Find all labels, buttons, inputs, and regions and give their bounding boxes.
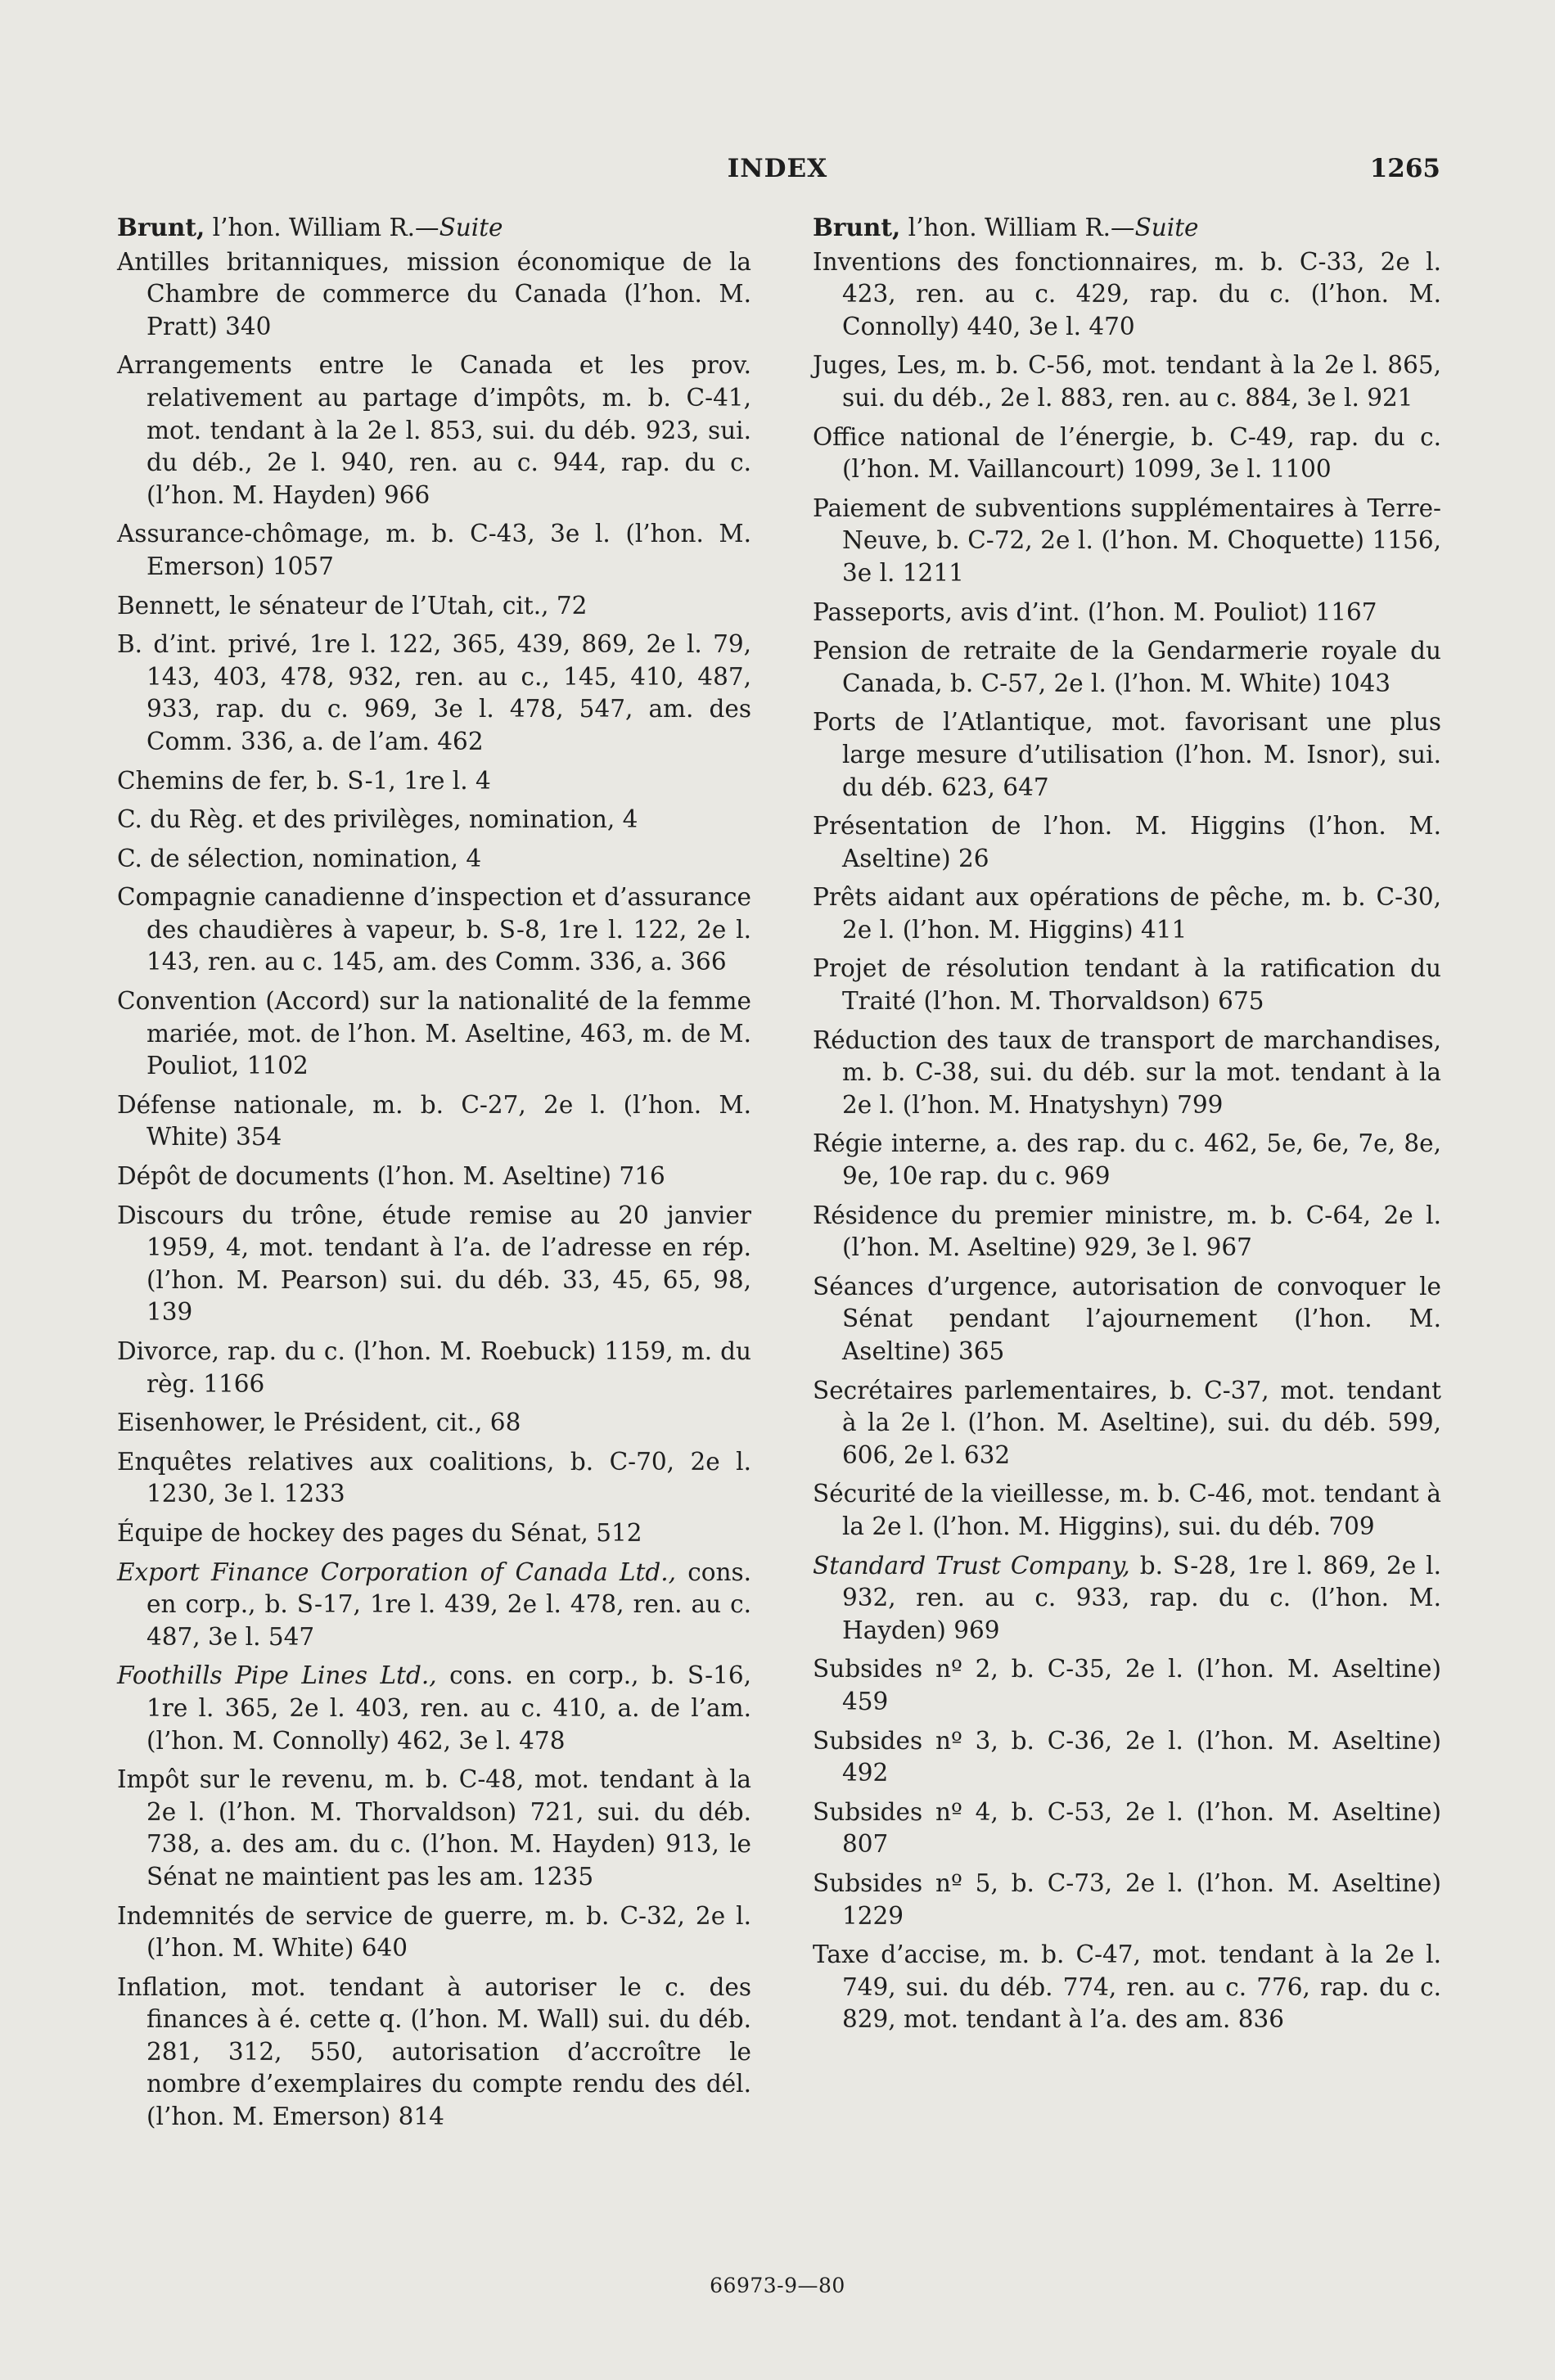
index-entry: [813, 1271, 1441, 1368]
index-entry: [813, 1200, 1441, 1264]
heading-name: Brunt,: [813, 213, 901, 241]
entry-text: Défense nationale, m. b. C-27, 2e l. (l’hon. M. White) 354: [117, 1090, 751, 1152]
heading-name: Brunt,: [117, 213, 205, 241]
index-entry: [117, 246, 751, 344]
index-entry: [117, 1764, 751, 1893]
entry-text: Divorce, rap. du c. (l’hon. M. Roebuck) 1159, m. du règ. 1166: [117, 1337, 751, 1398]
index-entry: [813, 493, 1441, 590]
entry-text: cons. en corp., b. S-16, 1re l. 365, 2e l. 403, ren. au c. 410, a. de l’am. (l’hon. M. Connolly) 462, 3e l. 478: [146, 1661, 751, 1755]
index-entry: [117, 1517, 751, 1550]
entry-text: Présentation de l’hon. M. Higgins (l’hon. M. Aseltine) 26: [813, 812, 1441, 872]
entry-text: Discours du trône, étude remise au 20 janvier 1959, 4, mot. tendant à l’a. de l’adresse en rép. (l’hon. M. Pearson) sui. du déb. 33, 45, 65, 98, 139: [117, 1201, 751, 1327]
page-title: INDEX: [727, 154, 828, 183]
entry-text: Subsides nº 3, b. C-36, 2e l. (l’hon. M. Aseltine) 492: [813, 1726, 1441, 1787]
entry-text: Assurance-chômage, m. b. C-43, 3e l. (l’hon. M. Emerson) 1057: [117, 520, 751, 580]
index-entry: [813, 881, 1441, 946]
index-entry: [813, 1025, 1441, 1122]
right-column-heading: [813, 211, 1441, 245]
index-entry: [813, 810, 1441, 875]
entry-text: Enquêtes relatives aux coalitions, b. C-70, 2e l. 1230, 3e l. 1233: [117, 1447, 751, 1508]
entry-text: Régie interne, a. des rap. du c. 462, 5e, 6e, 7e, 8e, 9e, 10e rap. du c. 969: [813, 1129, 1441, 1191]
entry-italic-title: Standard Trust Company,: [813, 1551, 1130, 1580]
index-entry: [813, 246, 1441, 344]
heading-suite: Suite: [439, 214, 503, 241]
index-entry: [117, 1407, 751, 1440]
entry-text: B. d’int. privé, 1re l. 122, 365, 439, 869, 2e l. 79, 143, 403, 478, 932, ren. au c., 145, 410, 487, 933, rap. du c. 969, 3e l. 478, 547, am. des Comm. 336, a. de l’am. 462: [117, 630, 751, 755]
entry-text: Taxe d’accise, m. b. C-47, mot. tendant à la 2e l. 749, sui. du déb. 774, ren. au c. 776, rap. du c. 829, mot. tendant à l’a. des am. 836: [813, 1941, 1441, 2034]
index-entry: [813, 1796, 1441, 1861]
index-entry: [117, 765, 751, 798]
entry-text: Passeports, avis d’int. (l’hon. M. Pouliot) 1167: [813, 597, 1377, 626]
entry-text: Antilles britanniques, mission économique de la Chambre de commerce du Canada (l’hon. M. Pratt) 340: [117, 247, 751, 340]
index-entry: [117, 1660, 751, 1757]
index-entry: [813, 1725, 1441, 1790]
heading-suite: Suite: [1134, 214, 1199, 241]
index-entry: [813, 597, 1441, 629]
index-entry: [117, 843, 751, 876]
entry-text: Impôt sur le revenu, m. b. C-48, mot. tendant à la 2e l. (l’hon. M. Thorvaldson) 721, sui. du déb. 738, a. des am. du c. (l’hon. M. Hayden) 913, le Sénat ne maintient pas les am. 1235: [117, 1765, 751, 1891]
entry-text: Compagnie canadienne d’inspection et d’assurance des chaudières à vapeur, b. S-8, 1re l. 122, 2e l. 143, ren. au c. 145, am. des Comm. 336, a. 366: [117, 883, 751, 976]
entry-text: Subsides nº 2, b. C-35, 2e l. (l’hon. M. Aseltine) 459: [813, 1655, 1441, 1715]
entry-text: Juges, Les, m. b. C-56, mot. tendant à la 2e l. 865, sui. du déb., 2e l. 883, ren. au c. 884, 3e l. 921: [813, 351, 1441, 412]
left-column-heading: [117, 211, 751, 245]
entry-text: cons. en corp., b. S-17, 1re l. 439, 2e l. 478, ren. au c. 487, 3e l. 547: [146, 1557, 751, 1651]
entry-text: Indemnités de service de guerre, m. b. C-32, 2e l. (l’hon. M. White) 640: [117, 1901, 751, 1963]
index-entry: [813, 349, 1441, 414]
entry-text: Pension de retraite de la Gendarmerie royale du Canada, b. C-57, 2e l. (l’hon. M. White) 1043: [813, 637, 1441, 697]
left-column: [117, 211, 751, 2140]
entry-text: Office national de l’énergie, b. C-49, rap. du c. (l’hon. M. Vaillancourt) 1099, 3e l. 1100: [813, 422, 1441, 484]
heading-rest: l’hon. William R.—: [900, 214, 1135, 241]
entry-text: Équipe de hockey des pages du Sénat, 512: [117, 1518, 642, 1547]
entry-italic-title: Export Finance Corporation of Canada Ltd.,: [117, 1557, 676, 1586]
index-entry: [117, 590, 751, 623]
index-entry: [117, 1446, 751, 1511]
entry-italic-title: Foothills Pipe Lines Ltd.,: [117, 1661, 437, 1690]
index-entry: [813, 953, 1441, 1017]
index-entry: [117, 1900, 751, 1965]
right-column: [813, 211, 1441, 2043]
entry-text: Chemins de fer, b. S-1, 1re l. 4: [117, 766, 491, 795]
index-entry: [117, 1200, 751, 1329]
entry-text: Secrétaires parlementaires, b. C-37, mot. tendant à la 2e l. (l’hon. M. Aseltine), sui. du déb. 599, 606, 2e l. 632: [813, 1376, 1441, 1469]
entry-text: Eisenhower, le Président, cit., 68: [117, 1409, 521, 1437]
right-entries: [813, 246, 1441, 2036]
index-entry: [813, 1939, 1441, 2036]
index-entry: [813, 1550, 1441, 1648]
index-entry: [117, 804, 751, 836]
entry-text: Convention (Accord) sur la nationalité de la femme mariée, mot. de l’hon. M. Aseltine, 463, m. de M. Pouliot, 1102: [117, 987, 751, 1080]
entry-text: Sécurité de la vieillesse, m. b. C-46, mot. tendant à la 2e l. (l’hon. M. Higgins), sui. du déb. 709: [813, 1480, 1441, 1540]
footer-code: 66973-9—80: [710, 2274, 845, 2297]
index-entry: [813, 1653, 1441, 1718]
page-number: 1265: [1369, 154, 1440, 183]
index-entry: [813, 421, 1441, 486]
index-entry: [117, 1089, 751, 1154]
entry-text: Dépôt de documents (l’hon. M. Aseltine) 716: [117, 1162, 665, 1191]
index-entry: [813, 706, 1441, 804]
index-entry: [117, 1336, 751, 1400]
index-entry: [117, 629, 751, 758]
entry-text: Ports de l’Atlantique, mot. favorisant une plus large mesure d’utilisation (l’hon. M. Isnor), sui. du déb. 623, 647: [813, 708, 1441, 801]
left-entries: [117, 246, 751, 2134]
index-entry: [117, 1557, 751, 1654]
index-entry: [813, 1478, 1441, 1543]
heading-rest: l’hon. William R.—: [205, 214, 439, 241]
index-entry: [813, 1868, 1441, 1932]
entry-text: Résidence du premier ministre, m. b. C-64, 2e l. (l’hon. M. Aseltine) 929, 3e l. 967: [813, 1201, 1441, 1262]
entry-text: Projet de résolution tendant à la ratification du Traité (l’hon. M. Thorvaldson) 675: [813, 954, 1441, 1016]
index-entry: [117, 1972, 751, 2134]
entry-text: Bennett, le sénateur de l’Utah, cit., 72: [117, 591, 588, 620]
entry-text: b. S-28, 1re l. 869, 2e l. 932, ren. au c. 933, rap. du c. (l’hon. M. Hayden) 969: [842, 1551, 1441, 1644]
index-entry: [117, 881, 751, 979]
index-entry: [813, 1375, 1441, 1472]
entry-text: C. du Règ. et des privilèges, nomination, 4: [117, 805, 638, 834]
index-entry: [117, 985, 751, 1083]
entry-text: Séances d’urgence, autorisation de convoquer le Sénat pendant l’ajournement (l’hon. M. Aseltine) 365: [813, 1272, 1441, 1365]
entry-text: Inventions des fonctionnaires, m. b. C-33, 2e l. 423, ren. au c. 429, rap. du c. (l’hon. M. Connolly) 440, 3e l. 470: [813, 247, 1441, 340]
entry-text: Subsides nº 4, b. C-53, 2e l. (l’hon. M. Aseltine) 807: [813, 1797, 1441, 1859]
index-entry: [117, 518, 751, 583]
entry-text: Inflation, mot. tendant à autoriser le c. des finances à é. cette q. (l’hon. M. Wall) sui. du déb. 281, 312, 550, autorisation d’accroître le nombre d’exemplaires du compte rendu des dél. (l’hon. M. Emerson) 814: [117, 1972, 751, 2131]
index-entry: [117, 349, 751, 512]
index-entry: [813, 1128, 1441, 1192]
entry-text: Paiement de subventions supplémentaires à Terre-Neuve, b. C-72, 2e l. (l’hon. M. Choquette) 1156, 3e l. 1211: [813, 494, 1441, 587]
entry-text: Réduction des taux de transport de marchandises, m. b. C-38, sui. du déb. sur la mot. tendant à la 2e l. (l’hon. M. Hnatyshyn) 799: [813, 1025, 1441, 1119]
entry-text: Subsides nº 5, b. C-73, 2e l. (l’hon. M. Aseltine) 1229: [813, 1868, 1441, 1930]
entry-text: C. de sélection, nomination, 4: [117, 844, 482, 872]
entry-text: Prêts aidant aux opérations de pêche, m. b. C-30, 2e l. (l’hon. M. Higgins) 411: [813, 883, 1441, 944]
index-entry: [813, 635, 1441, 700]
index-entry: [117, 1161, 751, 1193]
entry-text: Arrangements entre le Canada et les prov. relativement au partage d’impôts, m. b. C-41, mot. tendant à la 2e l. 853, sui. du déb. 923, sui. du déb., 2e l. 940, ren. au c. 944, rap. du c. (l’hon. M. Hayden) 966: [117, 351, 751, 509]
